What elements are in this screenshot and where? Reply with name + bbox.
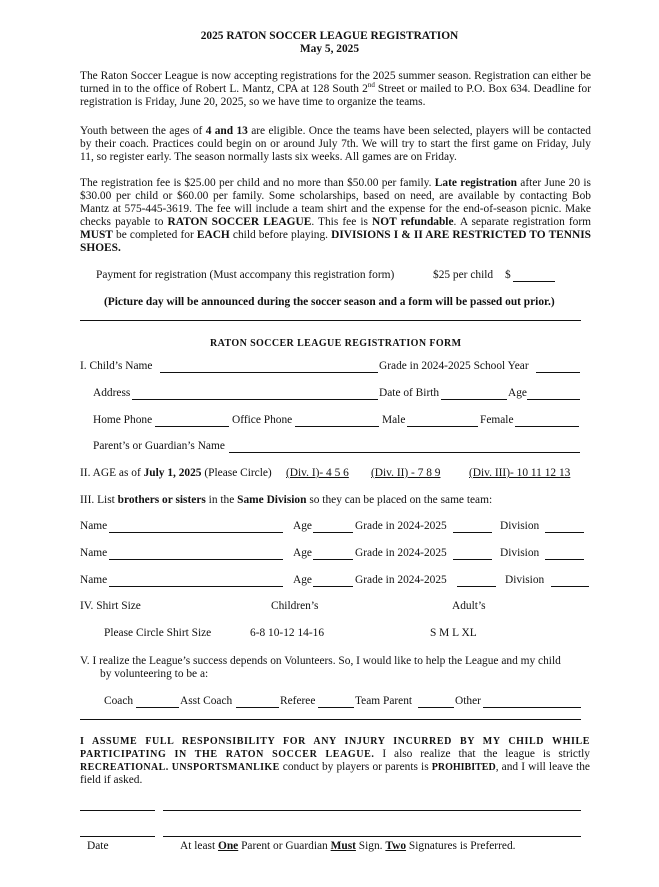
sibling-grade-label: Grade in 2024-2025 bbox=[355, 574, 447, 586]
dob-field[interactable] bbox=[441, 399, 507, 400]
age-field[interactable] bbox=[527, 399, 580, 400]
male-label: Male bbox=[382, 414, 406, 426]
volunteer-team-parent-label: Team Parent bbox=[355, 695, 413, 707]
sibling-name-label: Name bbox=[80, 574, 108, 586]
payment-amount-field[interactable] bbox=[513, 281, 555, 282]
volunteer-team-parent-field[interactable] bbox=[418, 707, 454, 708]
home-phone-field[interactable] bbox=[155, 426, 229, 427]
volunteer-referee-label: Referee bbox=[280, 695, 316, 707]
sibling-age-field[interactable] bbox=[313, 586, 353, 587]
volunteer-asst-coach-field[interactable] bbox=[236, 707, 279, 708]
female-label: Female bbox=[480, 414, 514, 426]
payment-label: Payment for registration (Must accompany this registration form) bbox=[96, 269, 395, 281]
payment-dollar-sign: $ bbox=[505, 269, 511, 281]
childrens-size-heading: Children’s bbox=[271, 600, 319, 612]
volunteer-asst-coach-label: Asst Coach bbox=[180, 695, 233, 707]
volunteer-intro-line-1: V. I realize the League’s success depends on Volunteers. So, I would like to help the League and my child bbox=[80, 655, 561, 667]
male-field[interactable] bbox=[407, 426, 478, 427]
payment-fee: $25 per child bbox=[433, 269, 494, 281]
office-phone-field[interactable] bbox=[295, 426, 379, 427]
section-divider bbox=[80, 320, 581, 321]
guardian-field[interactable] bbox=[229, 452, 580, 453]
sibling-division-field[interactable] bbox=[545, 559, 584, 560]
signature-instruction: At least One Parent or Guardian Must Sign. Two Signatures is Preferred. bbox=[180, 840, 516, 852]
division-1-option[interactable]: (Div. I)- 4 5 6 bbox=[286, 467, 349, 479]
sibling-division-field[interactable] bbox=[545, 532, 584, 533]
child-name-field[interactable] bbox=[160, 372, 378, 373]
volunteer-intro-line-2: by volunteering to be a: bbox=[100, 668, 209, 680]
sibling-age-label: Age bbox=[293, 520, 312, 532]
address-label: Address bbox=[93, 387, 131, 399]
sibling-grade-field[interactable] bbox=[453, 559, 492, 560]
intro-paragraph-1: The Raton Soccer League is now accepting registrations for the 2025 summer season. Registration can either be turned in to the office of Robert L. Mantz, CPA at 128 South 2nd Street or mailed to P.O. Box 634. Deadline for registration is Friday, June 20, 2025, so we have time to organize the teams. bbox=[80, 70, 592, 108]
home-phone-label: Home Phone bbox=[93, 414, 153, 426]
grade-field[interactable] bbox=[536, 372, 580, 373]
signature-line-short[interactable] bbox=[80, 810, 155, 811]
sibling-name-label: Name bbox=[80, 547, 108, 559]
picture-day-note: (Picture day will be announced during the soccer season and a form will be passed out prior.) bbox=[104, 296, 555, 308]
division-2-option[interactable]: (Div. II) - 7 8 9 bbox=[371, 467, 441, 479]
sibling-name-field[interactable] bbox=[109, 586, 283, 587]
sibling-division-label: Division bbox=[500, 520, 540, 532]
volunteer-other-field[interactable] bbox=[483, 707, 581, 708]
volunteer-coach-field[interactable] bbox=[136, 707, 179, 708]
volunteer-coach-label: Coach bbox=[104, 695, 134, 707]
sibling-age-field[interactable] bbox=[313, 559, 353, 560]
dob-label: Date of Birth bbox=[379, 387, 440, 399]
document-date: May 5, 2025 bbox=[299, 43, 360, 55]
section-divider bbox=[80, 719, 581, 720]
adults-size-heading: Adult’s bbox=[452, 600, 486, 612]
age-section-label: II. AGE as of July 1, 2025 (Please Circle) bbox=[80, 467, 272, 479]
date-field[interactable] bbox=[80, 836, 155, 837]
signature-line-parent-2[interactable] bbox=[163, 836, 581, 837]
age-label: Age bbox=[508, 387, 527, 399]
sibling-grade-label: Grade in 2024-2025 bbox=[355, 547, 447, 559]
sibling-grade-field[interactable] bbox=[457, 586, 496, 587]
division-3-option[interactable]: (Div. III)- 10 11 12 13 bbox=[469, 467, 571, 479]
office-phone-label: Office Phone bbox=[232, 414, 293, 426]
grade-label: Grade in 2024-2025 School Year bbox=[379, 360, 529, 372]
shirt-size-label: IV. Shirt Size bbox=[80, 600, 141, 612]
sibling-age-label: Age bbox=[293, 574, 312, 586]
signature-line-parent-1[interactable] bbox=[163, 810, 581, 811]
sibling-name-label: Name bbox=[80, 520, 108, 532]
childrens-size-options[interactable]: 6-8 10-12 14-16 bbox=[250, 627, 325, 639]
child-name-label: I. Child’s Name bbox=[80, 360, 153, 372]
circle-shirt-size-label: Please Circle Shirt Size bbox=[104, 627, 212, 639]
date-label: Date bbox=[87, 840, 109, 852]
adults-size-options[interactable]: S M L XL bbox=[430, 627, 477, 639]
intro-paragraph-3: The registration fee is $25.00 per child and no more than $50.00 per family. Late registration after June 20 is $30.00 per child or $60.00 per family. Some scholarships, based on need, are available by contacting Bob Mantz at 575-445-3619. The fee will include a team shirt and the expense for the end-of-season picnic. Make checks payable to RATON SOCCER LEAGUE. This fee is NOT refundable. A separate registration form MUST be completed for EACH child before playing. DIVISIONS I & II ARE RESTRICTED TO TENNIS SHOES. bbox=[80, 177, 591, 254]
sibling-name-field[interactable] bbox=[109, 559, 283, 560]
document-title: 2025 RATON SOCCER LEAGUE REGISTRATION bbox=[200, 30, 459, 42]
address-field[interactable] bbox=[132, 399, 378, 400]
waiver-paragraph: I ASSUME FULL RESPONSIBILITY FOR ANY INJURY INCURRED BY MY CHILD WHILE PARTICIPATING IN THE RATON SOCCER LEAGUE. I also realize that the league is strictly RECREATIONAL. UNSPORTSMANLIKE conduct by players or parents is PROHIBITED, and I will leave the field if asked. bbox=[80, 736, 590, 786]
guardian-label: Parent’s or Guardian’s Name bbox=[93, 440, 225, 452]
female-field[interactable] bbox=[515, 426, 579, 427]
sibling-name-field[interactable] bbox=[109, 532, 283, 533]
sibling-age-field[interactable] bbox=[313, 532, 353, 533]
form-title: RATON SOCCER LEAGUE REGISTRATION FORM bbox=[210, 338, 462, 349]
sibling-division-label: Division bbox=[505, 574, 545, 586]
sibling-division-field[interactable] bbox=[551, 586, 589, 587]
sibling-grade-field[interactable] bbox=[453, 532, 492, 533]
intro-paragraph-2: Youth between the ages of 4 and 13 are eligible. Once the teams have been selected, players will be contacted by their coach. Practices could begin on or around July 7th. We will try to start the first game on Friday, July 11, so register early. The season normally lasts six weeks. All games are on Friday. bbox=[80, 125, 591, 163]
sibling-division-label: Division bbox=[500, 547, 540, 559]
volunteer-referee-field[interactable] bbox=[318, 707, 354, 708]
volunteer-other-label: Other bbox=[455, 695, 481, 707]
siblings-section-label: III. List brothers or sisters in the Same Division so they can be placed on the same team: bbox=[80, 494, 493, 506]
sibling-grade-label: Grade in 2024-2025 bbox=[355, 520, 447, 532]
sibling-age-label: Age bbox=[293, 547, 312, 559]
